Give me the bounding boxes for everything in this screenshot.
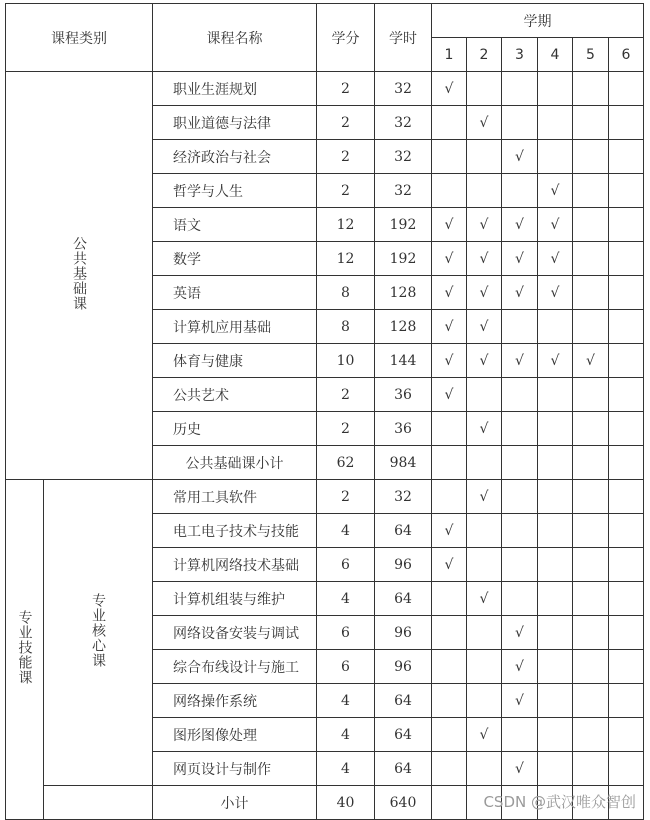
hours-cell: 96 — [375, 548, 432, 582]
table-row — [6, 480, 644, 514]
credits-cell: 6 — [317, 650, 375, 684]
empty-semester-cell — [538, 616, 573, 650]
credits-cell: 4 — [317, 514, 375, 548]
check-mark-cell: √ — [467, 310, 502, 344]
empty-semester-cell — [467, 140, 502, 174]
category-professional — [6, 480, 44, 820]
subtotal-credits: 62 — [317, 446, 375, 480]
check-mark-cell: √ — [467, 480, 502, 514]
empty-semester-cell — [609, 310, 644, 344]
check-mark-cell: √ — [502, 208, 538, 242]
empty-semester-cell — [573, 242, 609, 276]
hours-cell: 32 — [375, 140, 432, 174]
empty-semester-cell — [538, 718, 573, 752]
empty-semester-cell — [467, 72, 502, 106]
table-header — [6, 4, 644, 72]
empty-semester-cell — [502, 378, 538, 412]
course-name-cell: 常用工具软件 — [153, 480, 317, 514]
empty-semester-cell — [467, 684, 502, 718]
header-semester-number: 1 — [432, 38, 467, 72]
header-semester-number: 2 — [467, 38, 502, 72]
hours-cell: 36 — [375, 378, 432, 412]
hours-cell: 96 — [375, 650, 432, 684]
empty-semester-cell — [467, 446, 502, 480]
empty-semester-cell — [538, 514, 573, 548]
hours-cell: 64 — [375, 718, 432, 752]
empty-semester-cell — [609, 378, 644, 412]
credits-cell: 4 — [317, 752, 375, 786]
check-mark-cell: √ — [467, 242, 502, 276]
empty-semester-cell — [538, 650, 573, 684]
hours-cell: 36 — [375, 412, 432, 446]
empty-semester-cell — [573, 276, 609, 310]
empty-semester-cell — [432, 786, 467, 820]
empty-semester-cell — [538, 480, 573, 514]
course-name-cell: 图形图像处理 — [153, 718, 317, 752]
hours-cell: 192 — [375, 208, 432, 242]
empty-semester-cell — [609, 616, 644, 650]
credits-cell: 8 — [317, 276, 375, 310]
empty-semester-cell — [573, 480, 609, 514]
check-mark-cell: √ — [502, 242, 538, 276]
header-semester-number: 3 — [502, 38, 538, 72]
credits-cell: 10 — [317, 344, 375, 378]
subcategory-label: 专业核心课 — [90, 593, 106, 668]
credits-cell: 6 — [317, 616, 375, 650]
empty-semester-cell — [609, 684, 644, 718]
check-mark-cell: √ — [432, 344, 467, 378]
empty-semester-cell — [609, 480, 644, 514]
category-public-basic — [6, 72, 153, 480]
header-semester-number: 4 — [538, 38, 573, 72]
empty-semester-cell — [573, 718, 609, 752]
empty-semester-cell — [432, 174, 467, 208]
empty-semester-cell — [538, 310, 573, 344]
empty-semester-cell — [538, 140, 573, 174]
empty-semester-cell — [573, 72, 609, 106]
credits-cell: 2 — [317, 106, 375, 140]
empty-semester-cell — [609, 514, 644, 548]
hours-cell: 32 — [375, 174, 432, 208]
empty-semester-cell — [573, 548, 609, 582]
course-name-cell: 历史 — [153, 412, 317, 446]
empty-semester-cell — [432, 480, 467, 514]
watermark: CSDN @武汉唯众智创 — [483, 793, 636, 811]
empty-semester-cell — [609, 718, 644, 752]
empty-semester-cell — [502, 310, 538, 344]
empty-semester-cell — [502, 582, 538, 616]
empty-semester-cell — [609, 752, 644, 786]
check-mark-cell: √ — [538, 242, 573, 276]
empty-semester-cell — [573, 174, 609, 208]
hours-cell: 192 — [375, 242, 432, 276]
empty-semester-cell — [573, 140, 609, 174]
subtotal-credits: 40 — [317, 786, 375, 820]
empty-semester-cell — [467, 650, 502, 684]
credits-cell: 2 — [317, 140, 375, 174]
subtotal-hours: 640 — [375, 786, 432, 820]
empty-semester-cell — [502, 514, 538, 548]
empty-semester-cell — [432, 718, 467, 752]
header-hours: 学时 — [375, 4, 432, 72]
empty-semester-cell — [573, 378, 609, 412]
empty-semester-cell — [609, 548, 644, 582]
empty-semester-cell — [609, 582, 644, 616]
header-course-name: 课程名称 — [153, 4, 317, 72]
empty-semester-cell — [573, 684, 609, 718]
credits-cell: 2 — [317, 72, 375, 106]
course-name-cell: 经济政治与社会 — [153, 140, 317, 174]
check-mark-cell: √ — [502, 684, 538, 718]
empty-semester-cell — [573, 208, 609, 242]
empty-semester-cell — [609, 208, 644, 242]
course-name-cell: 公共艺术 — [153, 378, 317, 412]
empty-semester-cell — [538, 412, 573, 446]
course-name-cell: 数学 — [153, 242, 317, 276]
check-mark-cell: √ — [502, 276, 538, 310]
empty-semester-cell — [538, 684, 573, 718]
check-mark-cell: √ — [467, 582, 502, 616]
empty-semester-cell — [609, 140, 644, 174]
credits-cell: 2 — [317, 378, 375, 412]
empty-semester-cell — [609, 276, 644, 310]
empty-semester-cell — [538, 378, 573, 412]
subtotal-hours: 984 — [375, 446, 432, 480]
empty-semester-cell — [502, 446, 538, 480]
check-mark-cell: √ — [432, 208, 467, 242]
check-mark-cell: √ — [432, 276, 467, 310]
check-mark-cell: √ — [467, 106, 502, 140]
empty-semester-cell — [573, 446, 609, 480]
empty-semester-cell — [538, 72, 573, 106]
empty-semester-cell — [609, 72, 644, 106]
empty-semester-cell — [573, 650, 609, 684]
check-mark-cell: √ — [538, 174, 573, 208]
empty-semester-cell — [609, 174, 644, 208]
check-mark-cell: √ — [538, 276, 573, 310]
header-category: 课程类别 — [6, 4, 153, 72]
header-semester-number: 6 — [609, 38, 644, 72]
course-name-cell: 计算机组装与维护 — [153, 582, 317, 616]
credits-cell: 4 — [317, 582, 375, 616]
credits-cell: 4 — [317, 684, 375, 718]
subtotal-spacer — [44, 786, 153, 820]
credits-cell: 12 — [317, 208, 375, 242]
empty-semester-cell — [502, 412, 538, 446]
hours-cell: 32 — [375, 480, 432, 514]
empty-semester-cell — [502, 480, 538, 514]
credits-cell: 4 — [317, 718, 375, 752]
empty-semester-cell — [432, 616, 467, 650]
course-name-cell: 体育与健康 — [153, 344, 317, 378]
check-mark-cell: √ — [502, 344, 538, 378]
empty-semester-cell — [573, 582, 609, 616]
empty-semester-cell — [538, 446, 573, 480]
course-name-cell: 计算机网络技术基础 — [153, 548, 317, 582]
credits-cell: 2 — [317, 174, 375, 208]
empty-semester-cell — [467, 174, 502, 208]
empty-semester-cell — [432, 140, 467, 174]
empty-semester-cell — [609, 242, 644, 276]
empty-semester-cell — [609, 650, 644, 684]
empty-semester-cell — [467, 548, 502, 582]
credits-cell: 2 — [317, 480, 375, 514]
hours-cell: 32 — [375, 106, 432, 140]
check-mark-cell: √ — [467, 276, 502, 310]
hours-cell: 32 — [375, 72, 432, 106]
course-schedule-table — [5, 3, 644, 820]
course-name-cell: 网络设备安装与调试 — [153, 616, 317, 650]
empty-semester-cell — [538, 582, 573, 616]
hours-cell: 144 — [375, 344, 432, 378]
empty-semester-cell — [432, 684, 467, 718]
credits-cell: 2 — [317, 412, 375, 446]
empty-semester-cell — [573, 752, 609, 786]
empty-semester-cell — [573, 514, 609, 548]
empty-semester-cell — [467, 514, 502, 548]
empty-semester-cell — [573, 616, 609, 650]
empty-semester-cell — [502, 548, 538, 582]
header-semester-number: 5 — [573, 38, 609, 72]
empty-semester-cell — [432, 106, 467, 140]
course-name-cell: 电工电子技术与技能 — [153, 514, 317, 548]
empty-semester-cell — [502, 106, 538, 140]
course-name-cell: 英语 — [153, 276, 317, 310]
subtotal-label: 小计 — [153, 786, 317, 820]
check-mark-cell: √ — [432, 378, 467, 412]
course-name-cell: 语文 — [153, 208, 317, 242]
check-mark-cell: √ — [432, 72, 467, 106]
subcategory-core — [44, 480, 153, 786]
check-mark-cell: √ — [538, 344, 573, 378]
category-label: 专业技能课 — [16, 610, 33, 685]
check-mark-cell: √ — [432, 548, 467, 582]
check-mark-cell: √ — [573, 344, 609, 378]
course-name-cell: 哲学与人生 — [153, 174, 317, 208]
check-mark-cell: √ — [467, 718, 502, 752]
category-label: 公共基础课 — [71, 236, 87, 311]
hours-cell: 64 — [375, 752, 432, 786]
check-mark-cell: √ — [538, 208, 573, 242]
check-mark-cell: √ — [502, 752, 538, 786]
empty-semester-cell — [432, 446, 467, 480]
header-semester: 学期 — [432, 4, 644, 38]
course-name-cell: 综合布线设计与施工 — [153, 650, 317, 684]
empty-semester-cell — [467, 752, 502, 786]
empty-semester-cell — [573, 412, 609, 446]
empty-semester-cell — [467, 616, 502, 650]
hours-cell: 64 — [375, 684, 432, 718]
hours-cell: 128 — [375, 276, 432, 310]
empty-semester-cell — [538, 752, 573, 786]
table-body — [6, 72, 644, 820]
empty-semester-cell — [432, 650, 467, 684]
hours-cell: 128 — [375, 310, 432, 344]
empty-semester-cell — [573, 106, 609, 140]
empty-semester-cell — [467, 378, 502, 412]
hours-cell: 64 — [375, 514, 432, 548]
empty-semester-cell — [573, 310, 609, 344]
header-credits: 学分 — [317, 4, 375, 72]
empty-semester-cell — [432, 412, 467, 446]
empty-semester-cell — [502, 174, 538, 208]
empty-semester-cell — [609, 412, 644, 446]
credits-cell: 6 — [317, 548, 375, 582]
check-mark-cell: √ — [502, 650, 538, 684]
course-name-cell: 职业生涯规划 — [153, 72, 317, 106]
check-mark-cell: √ — [467, 344, 502, 378]
empty-semester-cell — [609, 106, 644, 140]
empty-semester-cell — [432, 752, 467, 786]
empty-semester-cell — [609, 446, 644, 480]
course-name-cell: 网络操作系统 — [153, 684, 317, 718]
course-name-cell: 计算机应用基础 — [153, 310, 317, 344]
empty-semester-cell — [502, 72, 538, 106]
credits-cell: 8 — [317, 310, 375, 344]
empty-semester-cell — [432, 582, 467, 616]
empty-semester-cell — [538, 106, 573, 140]
subtotal-label: 公共基础课小计 — [153, 446, 317, 480]
check-mark-cell: √ — [502, 140, 538, 174]
check-mark-cell: √ — [502, 616, 538, 650]
course-name-cell: 网页设计与制作 — [153, 752, 317, 786]
check-mark-cell: √ — [432, 242, 467, 276]
credits-cell: 12 — [317, 242, 375, 276]
empty-semester-cell — [609, 344, 644, 378]
check-mark-cell: √ — [467, 208, 502, 242]
hours-cell: 64 — [375, 582, 432, 616]
course-name-cell: 职业道德与法律 — [153, 106, 317, 140]
table-row — [6, 72, 644, 106]
check-mark-cell: √ — [432, 310, 467, 344]
empty-semester-cell — [538, 548, 573, 582]
hours-cell: 96 — [375, 616, 432, 650]
empty-semester-cell — [502, 718, 538, 752]
check-mark-cell: √ — [432, 514, 467, 548]
check-mark-cell: √ — [467, 412, 502, 446]
